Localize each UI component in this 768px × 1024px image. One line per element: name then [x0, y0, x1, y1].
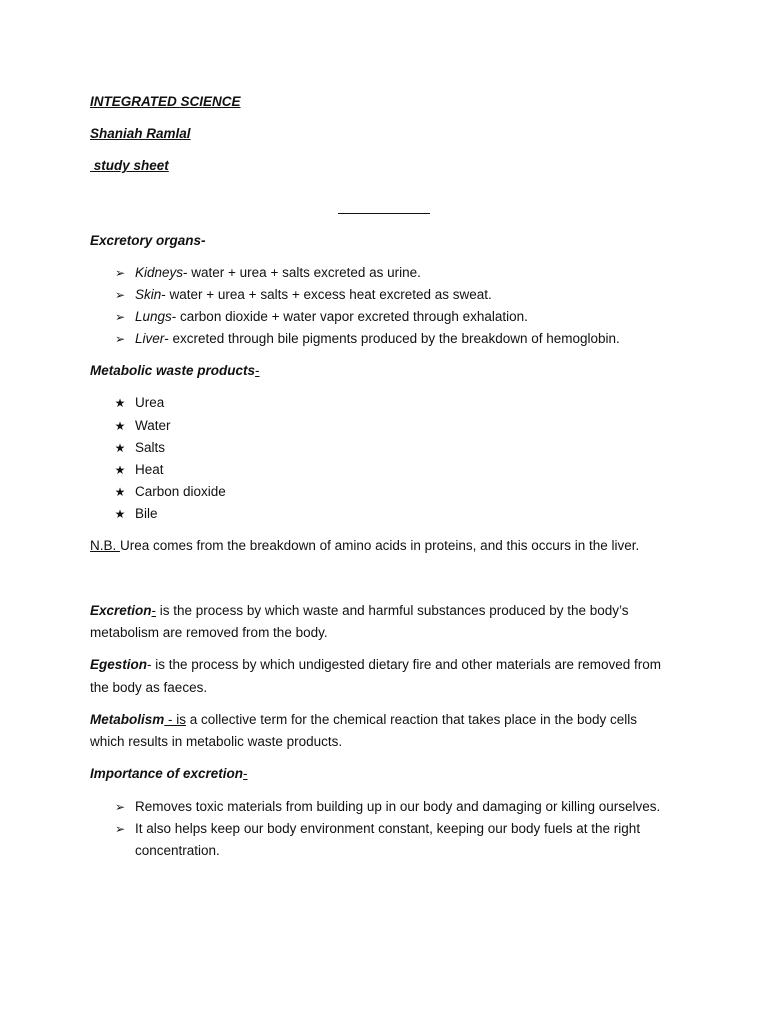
organ-desc: - excreted through bile pigments produced by the breakdown of hemoglobin. [164, 331, 620, 346]
star-bullet-icon: ★ [114, 485, 126, 499]
organ-term: Lungs [135, 309, 172, 324]
organ-desc: - water + urea + salts excreted as urine. [183, 265, 421, 280]
arrow-bullet-icon: ➢ [114, 800, 126, 814]
document-page: INTEGRATED SCIENCE Shaniah Ramlal study sheet Excretory organs- ➢ Kidneys- water + urea + salts excreted as urine. ➢ Skin- water + urea + salts + excess heat excreted as sweat. ➢ Lungs- carbon dioxide + water vapor excreted through exhalation. ➢ Liver- excreted through bile pigments produced by the breakdown of hemoglobin. Metabolic waste products- ★ Urea ★ Water ★ Salts ★ Heat ★ Carbon dioxide ★ Bile N.B. Urea comes from the breakdown of amino acids in proteins, and this occurs in the liver. Excretion- is the process by which waste and harmful substances produced by the body’s metabolism are removed from the body. Egestion- is the process by which undigested dietary fire and other materials are removed from the body as faeces. Metabolism - is a collective term for the chemical reaction that takes place in the body cells which results in metabolic waste products. Importance of excretion- ➢ Removes toxic materials from building up in our body and damaging or killing ourselves. ➢ It also helps keep our body environment constant, keeping our body fuels at the right concentration. [90, 94, 662, 858]
nb-text: Urea comes from the breakdown of amino acids in proteins, and this occurs in the liver. [120, 538, 640, 553]
organ-term: Skin [135, 287, 162, 302]
organ-desc: - carbon dioxide + water vapor excreted through exhalation. [171, 309, 528, 324]
organ-term: Kidneys [135, 265, 184, 280]
star-bullet-icon: ★ [114, 507, 126, 521]
arrow-bullet-icon: ➢ [114, 332, 126, 346]
divider-line [338, 213, 430, 214]
arrow-bullet-icon: ➢ [114, 310, 126, 324]
excretion-term: Excretion [90, 603, 152, 618]
organ-desc: - water + urea + salts + excess heat excreted as sweat. [161, 287, 492, 302]
organ-term: Liver [135, 331, 165, 346]
metabolism-term: Metabolism [90, 712, 165, 727]
nb-label: N.B. [90, 538, 121, 553]
importance-heading: Importance of excretion- [90, 766, 248, 781]
author-name: Shaniah Ramlal [90, 126, 191, 141]
egestion-term: Egestion [90, 657, 148, 672]
arrow-bullet-icon: ➢ [114, 288, 126, 302]
arrow-bullet-icon: ➢ [114, 266, 126, 280]
subject-title: INTEGRATED SCIENCE [90, 94, 241, 109]
excretory-organs-heading: Excretory organs- [90, 233, 206, 248]
star-bullet-icon: ★ [114, 419, 126, 433]
nb-note [90, 537, 639, 555]
arrow-bullet-icon: ➢ [114, 822, 126, 836]
star-bullet-icon: ★ [114, 396, 126, 410]
metabolic-waste-heading: Metabolic waste products- [90, 363, 260, 378]
doc-type: study sheet [90, 158, 169, 173]
star-bullet-icon: ★ [114, 441, 126, 455]
star-bullet-icon: ★ [114, 463, 126, 477]
